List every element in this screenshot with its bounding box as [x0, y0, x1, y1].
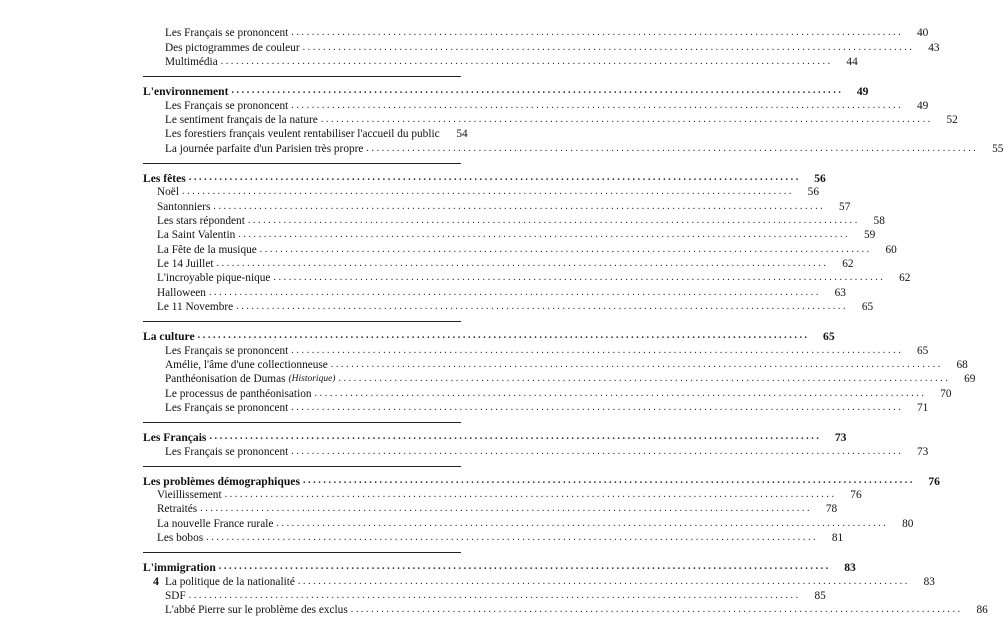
- toc-entry: [143, 285, 846, 299]
- dot-leader: ........................................................................................................................: [220, 56, 833, 68]
- toc-entry: [143, 113, 958, 127]
- toc-page-number: 60: [885, 243, 897, 256]
- dot-leader: ........................................................................................................................: [236, 301, 849, 313]
- toc-entry: [143, 127, 468, 141]
- toc-page-number: 69: [964, 373, 976, 386]
- toc-page-number: 68: [956, 359, 968, 372]
- toc-page-number: 52: [946, 113, 958, 126]
- toc-entry-label: Les problèmes démographiques: [143, 474, 300, 488]
- dot-leader: ........................................................................................................................: [273, 272, 886, 284]
- dot-leader: ........................................................................................................................: [276, 517, 889, 529]
- toc-entry-label: Des pictogrammes de couleur: [165, 41, 300, 54]
- toc-section-heading: [143, 83, 869, 99]
- dot-leader: ........................................................................................................................: [291, 402, 904, 414]
- toc-page-number: 83: [844, 561, 856, 575]
- toc-section-heading: [143, 559, 856, 575]
- toc-entry: [143, 55, 858, 69]
- dot-leader: ........................................................................................................................: [213, 200, 826, 212]
- section-divider: [143, 466, 461, 467]
- dot-leader: ........................................................................................................................: [314, 387, 927, 399]
- toc-entry: [143, 242, 897, 256]
- section-divider: [143, 163, 461, 164]
- dot-leader: ........................................................................................................................: [291, 99, 904, 111]
- toc-entry-label: Les bobos: [157, 532, 204, 545]
- toc-entry: [143, 444, 929, 458]
- dot-leader: ........................................................................................................................: [209, 431, 822, 443]
- toc-page-number: 81: [831, 532, 844, 545]
- dot-leader: ........................................................................................................................: [238, 229, 851, 241]
- toc-page-number: 73: [917, 445, 929, 458]
- toc-entry-label: Santonniers: [157, 200, 211, 213]
- toc-entry-label: Les Français se prononcent: [165, 344, 289, 357]
- toc-entry-label: Multimédia: [165, 56, 218, 69]
- toc-entry: [143, 300, 874, 314]
- toc-entry-label: Les Français: [143, 431, 207, 445]
- toc-page-number: 49: [856, 85, 869, 99]
- toc-page-number: 49: [917, 99, 929, 112]
- toc-entry-label: Les Français se prononcent: [165, 27, 289, 40]
- dot-leader: ........................................................................................................................: [188, 589, 801, 601]
- dot-leader: ........................................................................................................................: [216, 258, 829, 270]
- dot-leader: ........................................................................................................................: [206, 532, 819, 544]
- toc-entry-label: La Fête de la musique: [157, 243, 257, 256]
- section-divider: [143, 552, 461, 553]
- toc-entry-label: Les Français se prononcent: [165, 99, 289, 112]
- dot-leader: ........................................................................................................................: [200, 503, 813, 515]
- toc-page-number: 54: [456, 128, 468, 141]
- section-divider: [143, 76, 461, 77]
- dot-leader: ........................................................................................................................: [302, 474, 915, 486]
- page-number: 4: [153, 574, 159, 588]
- toc-entry-label: Les stars répondent: [157, 214, 245, 227]
- dot-leader: ........................................................................................................................: [297, 575, 910, 587]
- toc-entry: [143, 516, 914, 530]
- toc-entry-label: Le 14 Juillet: [157, 258, 214, 271]
- toc-page-number: 59: [863, 229, 876, 242]
- dot-leader: ........................................................................................................................: [302, 41, 915, 53]
- toc-entry-label: L'incroyable pique-nique: [157, 272, 271, 285]
- dot-leader: ........................................................................................................................: [291, 27, 904, 39]
- toc-page-number: 56: [807, 186, 819, 199]
- toc-page-number: 86: [976, 604, 988, 617]
- dot-leader: ........................................................................................................................: [188, 171, 801, 183]
- toc-entry: [143, 372, 976, 386]
- dot-leader: ........................................................................................................................: [224, 488, 837, 500]
- toc-entry-label: Noël: [157, 186, 179, 199]
- dot-leader: ........................................................................................................................: [350, 604, 963, 616]
- toc-entry-label: Les Français se prononcent: [165, 402, 289, 415]
- toc-entry-label: La Saint Valentin: [157, 229, 236, 242]
- toc-page-number: 76: [850, 488, 862, 501]
- toc-entry-label: Vieillissement: [157, 488, 222, 501]
- toc-entry: [143, 589, 826, 603]
- toc-entry-label: SDF: [165, 589, 186, 602]
- dot-leader: ........................................................................................................................: [366, 142, 979, 154]
- toc-entry: [143, 488, 862, 502]
- toc-entry: [143, 386, 952, 400]
- toc-entry: [143, 199, 851, 213]
- toc-page-number: 70: [940, 387, 952, 400]
- dot-leader: ........................................................................................................................: [259, 243, 872, 255]
- toc-entry: [143, 257, 854, 271]
- toc-page-number: 62: [842, 258, 854, 271]
- dot-leader: ........................................................................................................................: [197, 330, 810, 342]
- toc-page-number: 71: [917, 402, 929, 415]
- toc-entry-label: L'abbé Pierre sur le problème des exclus: [165, 604, 348, 617]
- toc-page-number: 76: [928, 474, 940, 488]
- section-divider: [143, 321, 461, 322]
- toc-entry-label: Halloween: [157, 286, 206, 299]
- toc-entry: [143, 502, 838, 516]
- toc-entry: [143, 214, 885, 228]
- toc-entry-label: Le sentiment français de la nature: [165, 113, 318, 126]
- toc-page-number: 73: [834, 431, 847, 445]
- dot-leader: ........................................................................................................................: [208, 286, 821, 298]
- toc-page-number: 85: [814, 589, 826, 602]
- toc-page-number: 80: [902, 517, 914, 530]
- toc-page-number: 62: [899, 272, 911, 285]
- toc-entry-label: Les Français se prononcent: [165, 445, 289, 458]
- toc-section-heading: [143, 429, 847, 445]
- toc-entry-label: La culture: [143, 330, 195, 344]
- toc-entry-label: Les fêtes: [143, 171, 186, 185]
- toc-page-number: 58: [873, 214, 885, 227]
- toc-entry-label: La nouvelle France rurale: [157, 517, 274, 530]
- dot-leader: ........................................................................................................................: [291, 344, 904, 356]
- dot-leader: ........................................................................................................................: [181, 186, 794, 198]
- dot-leader: ........................................................................................................................: [247, 214, 860, 226]
- toc-page-number: 56: [814, 171, 826, 185]
- toc-entry: [143, 141, 1003, 155]
- toc-page-number: 78: [825, 503, 838, 516]
- toc-entry-note: (Historique): [288, 374, 336, 385]
- toc-entry-label: Amélie, l'âme d'une collectionneuse: [165, 359, 328, 372]
- toc-entry: [143, 401, 929, 415]
- toc-page-number: 57: [839, 200, 851, 213]
- toc-entry: [143, 40, 940, 54]
- toc-entry: [143, 574, 935, 588]
- toc-section-heading: [143, 328, 835, 344]
- toc-entry: [143, 531, 844, 545]
- toc-page-number: 65: [917, 344, 929, 357]
- toc-section-heading: [143, 170, 826, 185]
- toc-page-number: 65: [861, 301, 874, 314]
- toc-entry-label: Le processus de panthéonisation: [165, 387, 312, 400]
- toc-entry-label: Panthéonisation de Dumas: [165, 373, 286, 386]
- dot-leader: ........................................................................................................................: [218, 561, 831, 573]
- toc-page-number: 43: [928, 41, 940, 54]
- toc-entry: [143, 185, 819, 199]
- toc-entry-label: L'immigration: [143, 561, 216, 575]
- toc-entry-label: L'environnement: [143, 85, 229, 99]
- toc-entry-label: Le 11 Novembre: [157, 301, 234, 314]
- toc-entry: [143, 228, 876, 242]
- dot-leader: ........................................................................................................................: [338, 373, 951, 385]
- toc-page-number: 65: [823, 330, 835, 344]
- toc-section-heading: [143, 473, 940, 488]
- toc-page-number: 40: [917, 27, 929, 40]
- toc-page-number: 63: [834, 286, 846, 299]
- toc-page-number: 44: [846, 56, 858, 69]
- section-divider: [143, 422, 461, 423]
- toc-page-number: 55: [992, 142, 1003, 155]
- dot-leader: ........................................................................................................................: [291, 445, 904, 457]
- toc-entry-label: La journée parfaite d'un Parisien très propre: [165, 142, 364, 155]
- toc-entry-label: La politique de la nationalité: [165, 575, 295, 588]
- toc-entry: [143, 603, 988, 617]
- toc-entry-label: Les forestiers français veulent rentabiliser l'accueil du public: [165, 128, 440, 141]
- toc-entry: [143, 271, 911, 285]
- toc-page-number: 83: [923, 575, 935, 588]
- dot-leader: ........................................................................................................................: [231, 85, 844, 97]
- toc-entry: [143, 98, 929, 112]
- dot-leader: ........................................................................................................................: [320, 113, 933, 125]
- toc-entry: [143, 358, 968, 372]
- toc-entry: [143, 26, 929, 40]
- toc-entry-label: Retraités: [157, 503, 198, 516]
- dot-leader: ........................................................................................................................: [330, 359, 943, 371]
- toc-entry: [143, 343, 929, 357]
- table-of-contents: [143, 26, 1003, 617]
